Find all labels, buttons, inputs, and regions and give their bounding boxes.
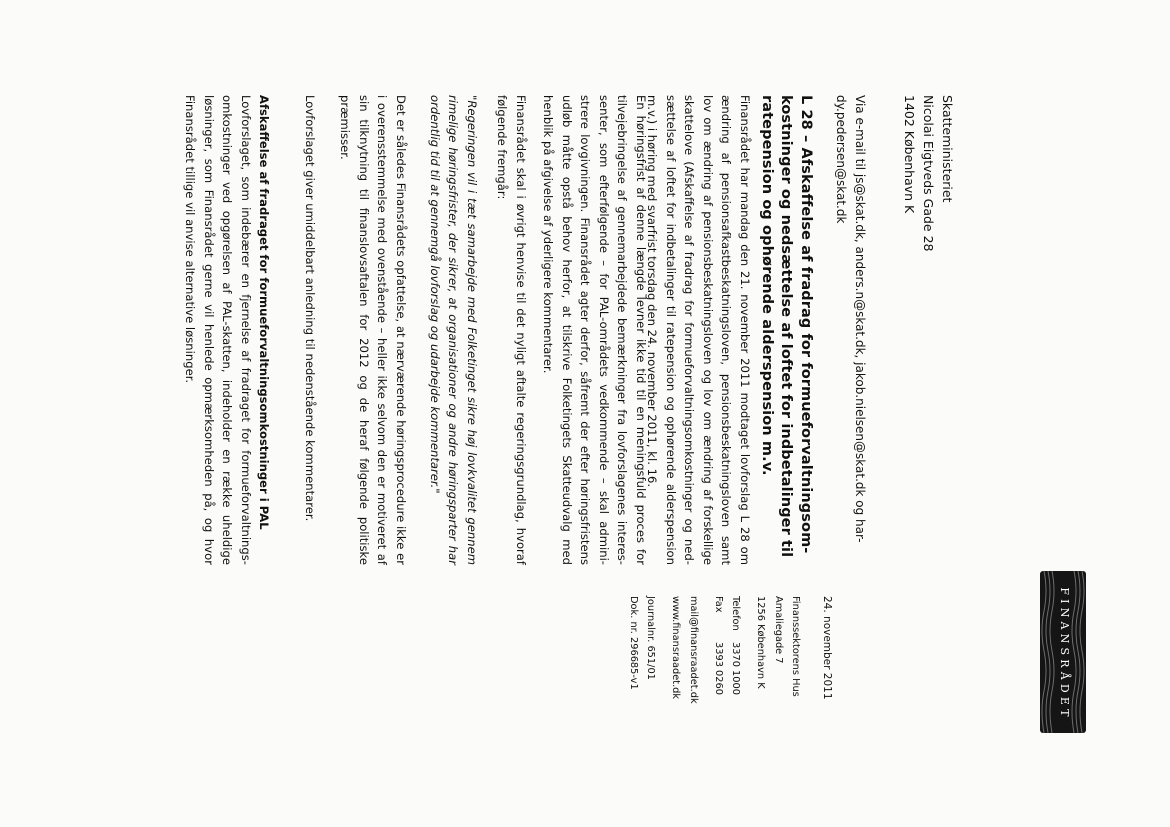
letter-date: 24. november 2011 xyxy=(821,596,833,700)
journal-number: Journalnr. 651/01 xyxy=(644,596,656,680)
paragraph-comments-intro: Lovforslaget giver umiddelbart anledning til nedenstående kommentarer. xyxy=(303,95,317,522)
email-recipients: Via e-mail til js@skat.dk, anders.n@skat.dk, jakob.nielsen@skat.dk og har-dy.pedersen@skat.dk xyxy=(834,95,867,543)
phone-number: 3370 1000 xyxy=(730,642,742,695)
recipient-city: 1402 København K xyxy=(902,95,917,214)
phone-label: Telefon xyxy=(730,596,742,631)
letter-title: L 28 – Afskaffelse af fradrag for formueforvaltningsom-kostninger og nedsættelse af loftet for indbetalinger til ratepension og ophørende alderspension m.v. xyxy=(759,95,814,558)
document-number: Dok. nr. 296685-v1 xyxy=(627,596,639,690)
sender-fax xyxy=(710,596,727,704)
fax-label: Fax xyxy=(712,596,724,613)
sender-street: Amaliegade 7 xyxy=(772,596,784,664)
paragraph-government-basis: Finansrådet skal i øvrigt henvise til det nyligt aftalte regeringsgrundlag, hvoraf følgende fremgår: xyxy=(495,95,528,565)
paragraph-section-body: Lovforslaget, som indebærer en fjernelse af fradraget for formueforvaltnings-omkostninger ved opgørelsen af PAL-skatten, indeholder en række uheldige løsninger, som Finansrådet gerne vil henlede opmærksomheden på, og hvor Finansrådet tillige vil anvise alternative løsninger. xyxy=(183,95,253,565)
sender-info xyxy=(624,596,804,704)
sender-org: Finanssektorens Hus xyxy=(790,596,801,697)
recipient-address xyxy=(900,95,957,252)
logo-text: FINANSRÅDET xyxy=(1058,587,1071,721)
finansraadet-logo xyxy=(1040,571,1086,733)
paragraph-hearing-received: Finansrådet har mandag den 21. november 2011 modtaget lovforslag L 28 om ændring af pensionsafkastbeskatningsloven, pensionsbeskatningsloven samt lov om ændring af pensionsbeskatningsloven og lov om ændring af forskellige skattelove (Afskaffelse af fradrag for formueforvaltningsomkostninger og ned-sættelse af loftet for indbetalinger til ratepension og ophørende alderspension m.v.) i høring med svarfrist torsdag den 24. november 2011, kl. 16. xyxy=(645,95,752,565)
paragraph-opinion: Det er således Finansrådets opfattelse, at nærværende høringsprocedure ikke er i overensstemmelse med ovenstående – heller ikke selvom den er motiveret af sin tilknytning til finanslovsaftalen for 2012 og de heraf følgende politiske præmisser. xyxy=(338,95,408,565)
sender-email: mail@finansraadet.dk xyxy=(687,596,699,704)
recipient-name: Skatteministeriet xyxy=(940,95,955,203)
paragraph-hearing-deadline: En høringsfrist af denne længde levner ikke tid til en meningsfuld proces for tilvejebringelse af gennemarbejdede bemærkninger fra lovforslagenes interes-senter, som efterfølgende – for PAL-områdets vedkommende – skal admini-strere lovgivningen. Finansrådet agter derfor, såfremt der efter høringsfristens udløb måtte opstå behov herfor, at tilskrive Folketingets Skatteudvalg med henblik på afgivelse af yderligere kommentarer. xyxy=(541,95,648,565)
fax-number: 3393 0260 xyxy=(712,642,724,695)
section-heading: Afskaffelse af fradraget for formueforvaltningsomkostninger i PAL xyxy=(257,95,271,530)
recipient-street: Nicolai Eigtveds Gade 28 xyxy=(921,95,936,252)
sender-city: 1256 København K xyxy=(755,596,767,689)
sender-phone xyxy=(727,596,744,704)
sender-website: www.finansraadet.dk xyxy=(670,596,682,700)
quote-government: "Regeringen vil i tæt samarbejde med Folketinget sikre høj lovkvalitet gennem rimelige høringsfrister, der sikrer, at organisationer og andre høringsparter har ordentlig tid til at gennemgå lovforslag og udarbejde kommentarer." xyxy=(428,95,479,565)
